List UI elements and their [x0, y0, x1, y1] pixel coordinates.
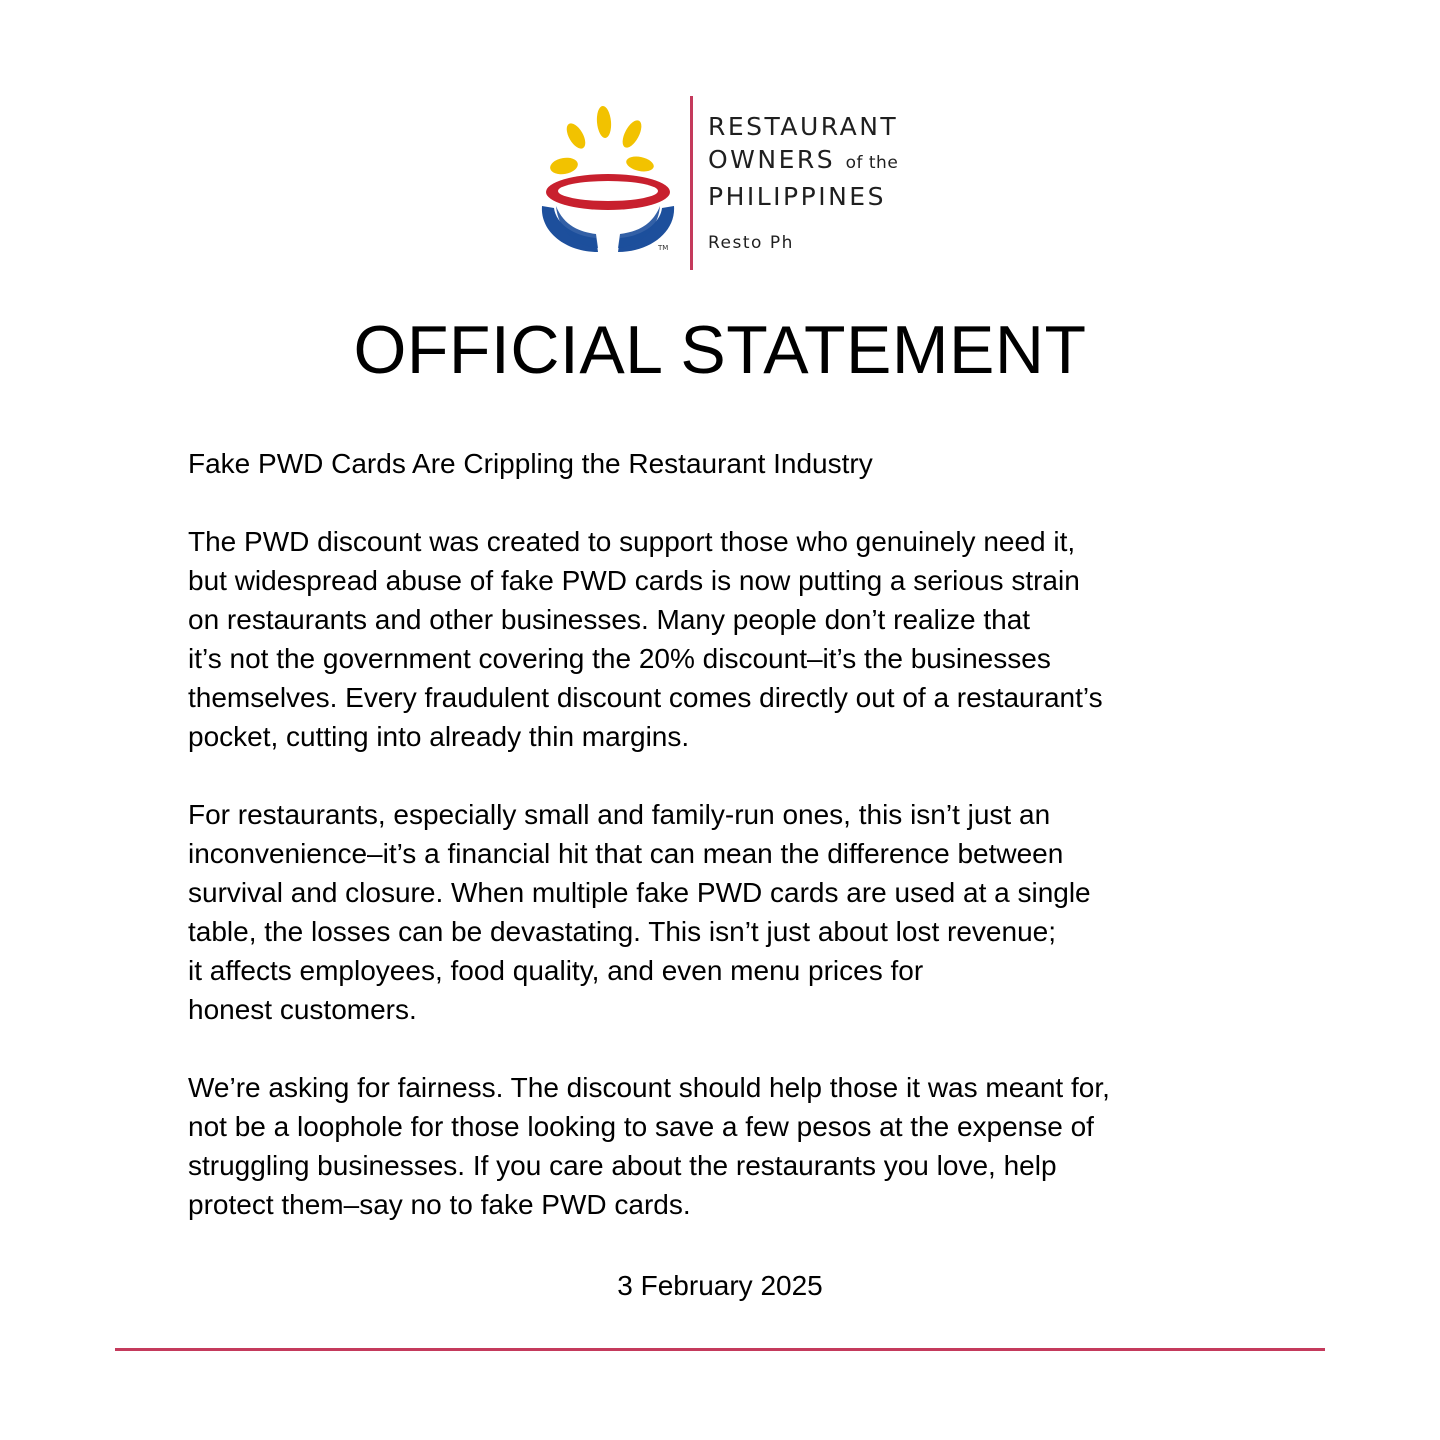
logo-divider: [690, 96, 693, 270]
paragraph-line: but widespread abuse of fake PWD cards is now putting a serious strain: [188, 565, 1080, 596]
logo-owners-text: OWNERS: [708, 145, 836, 174]
page-title: OFFICIAL STATEMENT: [353, 312, 1087, 388]
logo-line-philippines: PHILIPPINES: [708, 182, 886, 211]
resto-ph-logo-mark: [536, 102, 686, 258]
paragraph-line: The PWD discount was created to support those who genuinely need it,: [188, 526, 1076, 557]
statement-date: 3 February 2025: [617, 1270, 823, 1301]
trademark-symbol: TM: [658, 244, 669, 252]
logo-wordmark: [708, 110, 898, 253]
logo-subtitle: Resto Ph: [708, 233, 794, 253]
paragraph-2: [188, 795, 1308, 1029]
paragraph-line: struggling businesses. If you care about the restaurants you love, help: [188, 1150, 1057, 1181]
paragraph-line: on restaurants and other businesses. Many people don’t realize that: [188, 604, 1031, 635]
paragraph-line: honest customers.: [188, 994, 417, 1025]
logo: [536, 96, 916, 272]
paragraph-line: themselves. Every fraudulent discount comes directly out of a restaurant’s: [188, 682, 1103, 713]
paragraph-1: [188, 522, 1308, 756]
paragraph-line: it’s not the government covering the 20% discount–it’s the businesses: [188, 643, 1051, 674]
logo-line-restaurant: RESTAURANT: [708, 112, 899, 141]
paragraph-line: For restaurants, especially small and family-run ones, this isn’t just an: [188, 799, 1051, 830]
paragraph-line: pocket, cutting into already thin margins.: [188, 721, 690, 752]
paragraph-3: [188, 1068, 1308, 1224]
paragraph-line: We’re asking for fairness. The discount should help those it was meant for,: [188, 1072, 1110, 1103]
logo-line-owners: [708, 143, 898, 180]
statement-headline: Fake PWD Cards Are Crippling the Restaurant Industry: [188, 448, 873, 479]
paragraph-line: survival and closure. When multiple fake PWD cards are used at a single: [188, 877, 1091, 908]
paragraph-line: protect them–say no to fake PWD cards.: [188, 1189, 691, 1220]
bottom-divider: [115, 1348, 1325, 1351]
paragraph-line: inconvenience–it’s a financial hit that can mean the difference between: [188, 838, 1064, 869]
paragraph-line: table, the losses can be devastating. This isn’t just about lost revenue;: [188, 916, 1056, 947]
paragraph-line: it affects employees, food quality, and even menu prices for: [188, 955, 924, 986]
statement-body: [188, 444, 1308, 1263]
paragraph-line: not be a loophole for those looking to save a few pesos at the expense of: [188, 1111, 1094, 1142]
logo-of-the-text: of the: [845, 153, 899, 173]
